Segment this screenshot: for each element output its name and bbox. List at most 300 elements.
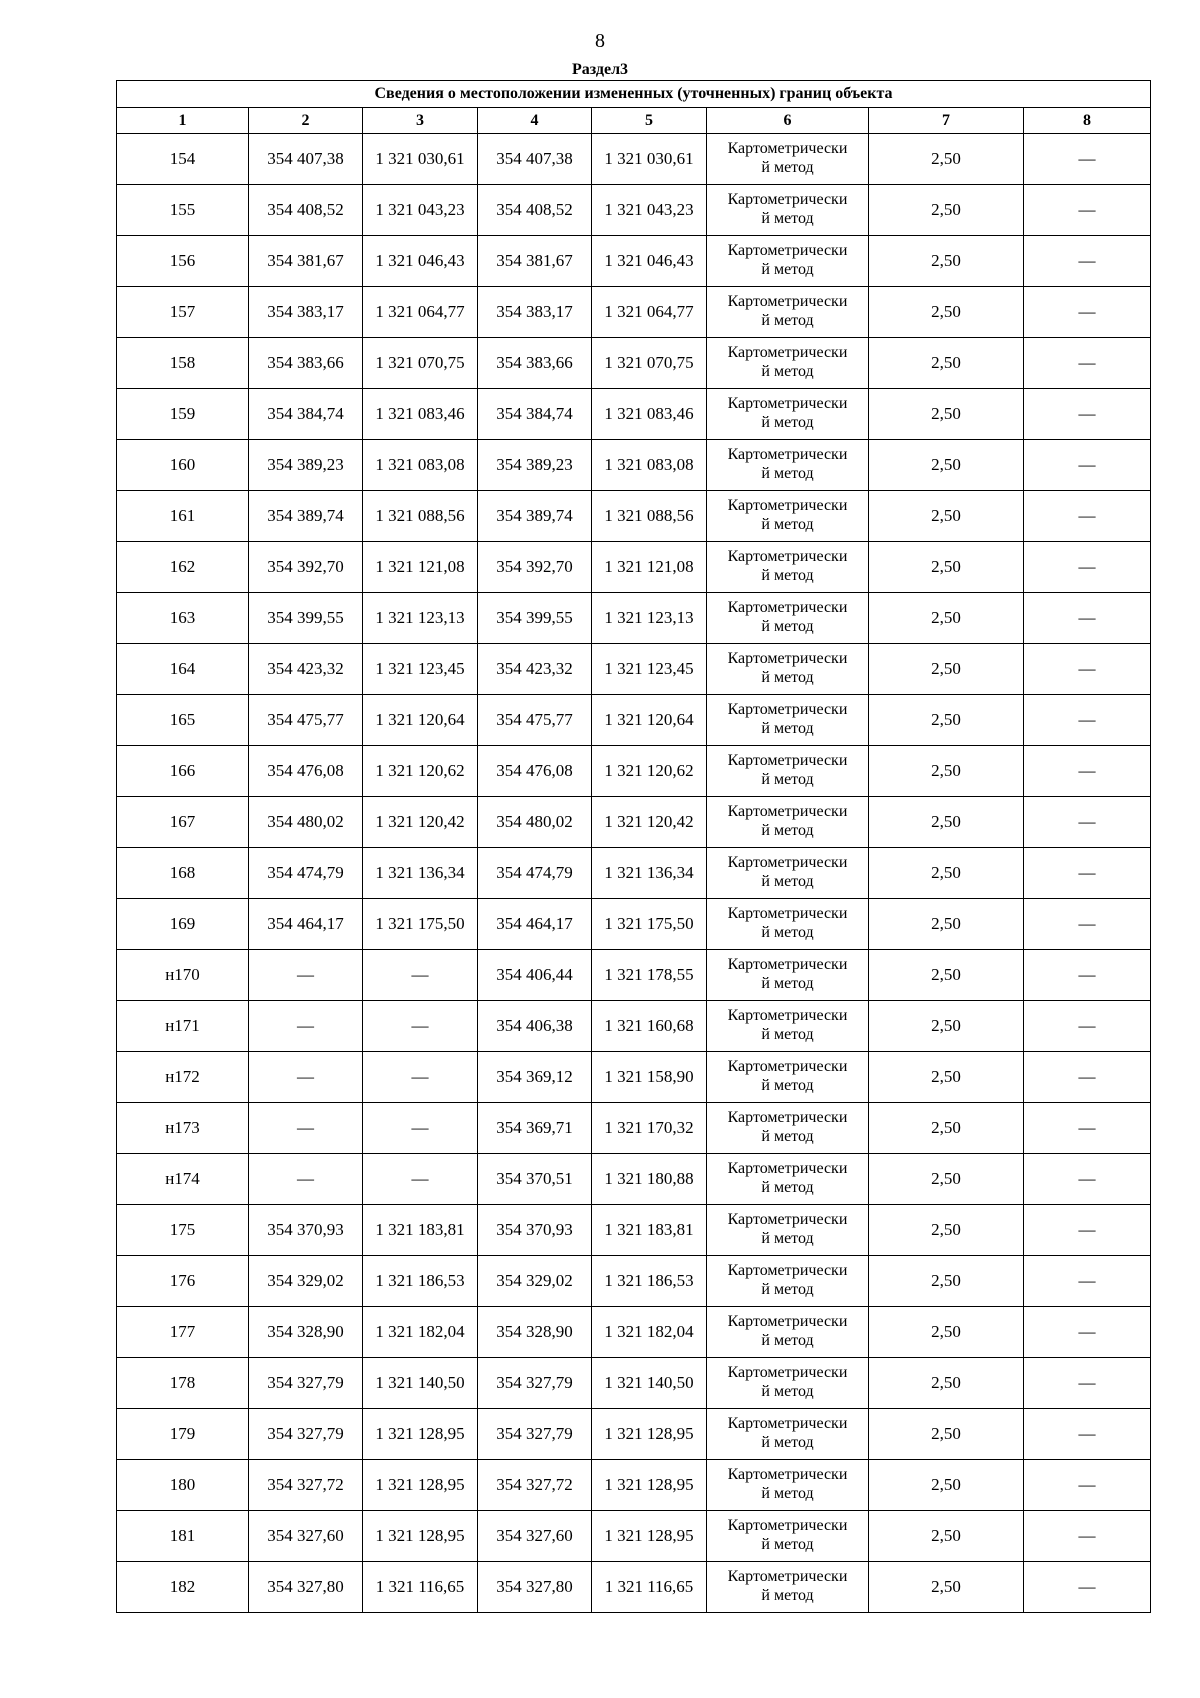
method-line: й метод	[761, 1485, 814, 1502]
cell-description: —	[1024, 899, 1151, 950]
cell-point-number: 166	[117, 746, 249, 797]
cell-point-number: 181	[117, 1511, 249, 1562]
cell-accuracy: 2,50	[869, 746, 1024, 797]
cell-new-y: 1 321 043,23	[592, 185, 707, 236]
cell-point-number: н173	[117, 1103, 249, 1154]
cell-point-number: 155	[117, 185, 249, 236]
method-line: й метод	[761, 1230, 814, 1247]
method-line: Картометрически	[727, 1466, 848, 1484]
cell-description: —	[1024, 1358, 1151, 1409]
cell-old-y: 1 321 182,04	[363, 1307, 478, 1358]
method-line: й метод	[761, 1026, 814, 1043]
cell-old-y: 1 321 123,45	[363, 644, 478, 695]
cell-point-number: 161	[117, 491, 249, 542]
cell-point-number: 177	[117, 1307, 249, 1358]
method-line: й метод	[761, 363, 814, 380]
cell-accuracy: 2,50	[869, 542, 1024, 593]
cell-point-number: 178	[117, 1358, 249, 1409]
cell-description: —	[1024, 950, 1151, 1001]
cell-description: —	[1024, 1256, 1151, 1307]
cell-point-number: 154	[117, 134, 249, 185]
column-header: 4	[478, 108, 592, 134]
cell-accuracy: 2,50	[869, 1511, 1024, 1562]
cell-method	[707, 899, 869, 950]
cell-point-number: 164	[117, 644, 249, 695]
column-header: 2	[249, 108, 363, 134]
cell-description: —	[1024, 848, 1151, 899]
cell-old-x: —	[249, 1154, 363, 1205]
cell-point-number: 165	[117, 695, 249, 746]
cell-new-y: 1 321 121,08	[592, 542, 707, 593]
cell-new-x: 354 327,80	[478, 1562, 592, 1613]
page-number: 8	[595, 30, 605, 52]
boundary-coordinates-table	[116, 80, 1151, 1613]
cell-accuracy: 2,50	[869, 1409, 1024, 1460]
cell-description: —	[1024, 542, 1151, 593]
method-line: й метод	[761, 669, 814, 686]
cell-old-y: 1 321 030,61	[363, 134, 478, 185]
cell-new-x: 354 383,17	[478, 287, 592, 338]
cell-old-y: 1 321 083,46	[363, 389, 478, 440]
cell-new-y: 1 321 064,77	[592, 287, 707, 338]
cell-method	[707, 236, 869, 287]
cell-new-x: 354 407,38	[478, 134, 592, 185]
cell-old-y: 1 321 136,34	[363, 848, 478, 899]
method-line: Картометрически	[727, 650, 848, 668]
cell-old-x: 354 384,74	[249, 389, 363, 440]
cell-new-y: 1 321 030,61	[592, 134, 707, 185]
cell-point-number: 160	[117, 440, 249, 491]
cell-method	[707, 1103, 869, 1154]
method-line: й метод	[761, 567, 814, 584]
table-row	[117, 848, 1151, 899]
cell-method	[707, 1358, 869, 1409]
cell-method	[707, 491, 869, 542]
cell-accuracy: 2,50	[869, 1460, 1024, 1511]
cell-new-x: 354 389,23	[478, 440, 592, 491]
cell-method	[707, 644, 869, 695]
cell-old-y: 1 321 120,42	[363, 797, 478, 848]
cell-description: —	[1024, 338, 1151, 389]
cell-new-y: 1 321 158,90	[592, 1052, 707, 1103]
column-header: 1	[117, 108, 249, 134]
cell-description: —	[1024, 644, 1151, 695]
cell-new-y: 1 321 140,50	[592, 1358, 707, 1409]
cell-description: —	[1024, 440, 1151, 491]
cell-method	[707, 1460, 869, 1511]
method-line: Картометрически	[727, 599, 848, 617]
method-line: й метод	[761, 924, 814, 941]
cell-new-x: 354 389,74	[478, 491, 592, 542]
cell-new-y: 1 321 046,43	[592, 236, 707, 287]
cell-old-y: —	[363, 1103, 478, 1154]
cell-old-y: —	[363, 1052, 478, 1103]
cell-old-y: 1 321 183,81	[363, 1205, 478, 1256]
table-row	[117, 338, 1151, 389]
method-line: Картометрически	[727, 956, 848, 974]
cell-new-y: 1 321 070,75	[592, 338, 707, 389]
cell-method	[707, 1001, 869, 1052]
column-header: 7	[869, 108, 1024, 134]
table-row	[117, 1409, 1151, 1460]
method-line: Картометрически	[727, 1007, 848, 1025]
cell-accuracy: 2,50	[869, 389, 1024, 440]
cell-new-x: 354 475,77	[478, 695, 592, 746]
cell-old-x: 354 329,02	[249, 1256, 363, 1307]
table-row	[117, 1256, 1151, 1307]
table-row	[117, 1358, 1151, 1409]
table-row	[117, 899, 1151, 950]
table-row	[117, 1052, 1151, 1103]
cell-new-y: 1 321 083,46	[592, 389, 707, 440]
cell-old-x: 354 392,70	[249, 542, 363, 593]
table-row	[117, 542, 1151, 593]
cell-new-x: 354 328,90	[478, 1307, 592, 1358]
method-line: й метод	[761, 873, 814, 890]
method-line: Картометрически	[727, 497, 848, 515]
column-header-row	[117, 108, 1151, 134]
method-line: Картометрически	[727, 191, 848, 209]
cell-old-x: —	[249, 1052, 363, 1103]
cell-new-y: 1 321 160,68	[592, 1001, 707, 1052]
cell-point-number: 169	[117, 899, 249, 950]
cell-method	[707, 797, 869, 848]
cell-old-x: 354 383,17	[249, 287, 363, 338]
cell-old-y: 1 321 120,62	[363, 746, 478, 797]
method-line: Картометрически	[727, 242, 848, 260]
cell-old-x: 354 476,08	[249, 746, 363, 797]
cell-accuracy: 2,50	[869, 1358, 1024, 1409]
cell-new-y: 1 321 123,45	[592, 644, 707, 695]
cell-new-x: 354 408,52	[478, 185, 592, 236]
cell-old-x: 354 327,79	[249, 1409, 363, 1460]
cell-description: —	[1024, 746, 1151, 797]
cell-method	[707, 950, 869, 1001]
method-line: й метод	[761, 1587, 814, 1604]
cell-description: —	[1024, 797, 1151, 848]
cell-accuracy: 2,50	[869, 338, 1024, 389]
cell-description: —	[1024, 1052, 1151, 1103]
method-line: Картометрически	[727, 905, 848, 923]
cell-old-y: 1 321 064,77	[363, 287, 478, 338]
cell-new-y: 1 321 186,53	[592, 1256, 707, 1307]
cell-old-y: 1 321 116,65	[363, 1562, 478, 1613]
method-line: Картометрически	[727, 1109, 848, 1127]
cell-description: —	[1024, 1511, 1151, 1562]
cell-description: —	[1024, 1562, 1151, 1613]
cell-method	[707, 848, 869, 899]
method-line: й метод	[761, 1434, 814, 1451]
cell-new-x: 354 329,02	[478, 1256, 592, 1307]
method-line: й метод	[761, 414, 814, 431]
method-line: й метод	[761, 1536, 814, 1553]
cell-method	[707, 1205, 869, 1256]
cell-description: —	[1024, 1460, 1151, 1511]
table-row	[117, 746, 1151, 797]
cell-accuracy: 2,50	[869, 1205, 1024, 1256]
cell-new-x: 354 406,44	[478, 950, 592, 1001]
cell-new-y: 1 321 182,04	[592, 1307, 707, 1358]
cell-old-y: —	[363, 1001, 478, 1052]
method-line: Картометрически	[727, 803, 848, 821]
cell-new-x: 354 327,79	[478, 1358, 592, 1409]
cell-old-x: 354 423,32	[249, 644, 363, 695]
cell-method	[707, 593, 869, 644]
cell-accuracy: 2,50	[869, 1256, 1024, 1307]
table-row	[117, 797, 1151, 848]
method-line: Картометрически	[727, 1058, 848, 1076]
method-line: Картометрически	[727, 344, 848, 362]
cell-new-y: 1 321 120,64	[592, 695, 707, 746]
table-row	[117, 1103, 1151, 1154]
method-line: й метод	[761, 1128, 814, 1145]
cell-point-number: 182	[117, 1562, 249, 1613]
table-row	[117, 185, 1151, 236]
cell-old-x: 354 475,77	[249, 695, 363, 746]
cell-description: —	[1024, 1001, 1151, 1052]
cell-accuracy: 2,50	[869, 1001, 1024, 1052]
method-line: й метод	[761, 516, 814, 533]
section-title: Раздел3	[571, 61, 629, 78]
cell-old-y: 1 321 175,50	[363, 899, 478, 950]
table-row	[117, 236, 1151, 287]
cell-accuracy: 2,50	[869, 287, 1024, 338]
cell-method	[707, 1052, 869, 1103]
cell-description: —	[1024, 1103, 1151, 1154]
cell-new-y: 1 321 088,56	[592, 491, 707, 542]
cell-old-y: 1 321 083,08	[363, 440, 478, 491]
cell-point-number: 176	[117, 1256, 249, 1307]
cell-accuracy: 2,50	[869, 797, 1024, 848]
cell-method	[707, 1409, 869, 1460]
table-body	[117, 134, 1151, 1613]
cell-new-y: 1 321 083,08	[592, 440, 707, 491]
method-line: Картометрически	[727, 1160, 848, 1178]
cell-old-x: 354 381,67	[249, 236, 363, 287]
column-header: 8	[1024, 108, 1151, 134]
cell-method	[707, 1256, 869, 1307]
table-row	[117, 1154, 1151, 1205]
cell-old-x: 354 464,17	[249, 899, 363, 950]
cell-accuracy: 2,50	[869, 1562, 1024, 1613]
cell-new-x: 354 464,17	[478, 899, 592, 950]
cell-old-x: 354 370,93	[249, 1205, 363, 1256]
method-line: Картометрически	[727, 1313, 848, 1331]
cell-method	[707, 440, 869, 491]
cell-old-x: 354 407,38	[249, 134, 363, 185]
cell-old-y: 1 321 121,08	[363, 542, 478, 593]
cell-old-x: 354 480,02	[249, 797, 363, 848]
cell-new-y: 1 321 123,13	[592, 593, 707, 644]
cell-method	[707, 542, 869, 593]
table-row	[117, 950, 1151, 1001]
cell-point-number: 180	[117, 1460, 249, 1511]
cell-new-x: 354 480,02	[478, 797, 592, 848]
cell-description: —	[1024, 1205, 1151, 1256]
method-line: й метод	[761, 771, 814, 788]
cell-new-x: 354 381,67	[478, 236, 592, 287]
cell-new-x: 354 327,79	[478, 1409, 592, 1460]
cell-description: —	[1024, 389, 1151, 440]
cell-description: —	[1024, 491, 1151, 542]
cell-new-y: 1 321 120,42	[592, 797, 707, 848]
cell-point-number: 179	[117, 1409, 249, 1460]
cell-description: —	[1024, 593, 1151, 644]
cell-old-y: 1 321 046,43	[363, 236, 478, 287]
table-row	[117, 1001, 1151, 1052]
method-line: й метод	[761, 210, 814, 227]
table-row	[117, 1205, 1151, 1256]
cell-accuracy: 2,50	[869, 695, 1024, 746]
cell-method	[707, 1154, 869, 1205]
cell-accuracy: 2,50	[869, 848, 1024, 899]
cell-accuracy: 2,50	[869, 134, 1024, 185]
cell-point-number: 159	[117, 389, 249, 440]
cell-new-x: 354 392,70	[478, 542, 592, 593]
method-line: й метод	[761, 975, 814, 992]
cell-old-y: 1 321 088,56	[363, 491, 478, 542]
cell-method	[707, 287, 869, 338]
cell-new-x: 354 476,08	[478, 746, 592, 797]
cell-new-y: 1 321 183,81	[592, 1205, 707, 1256]
method-line: Картометрически	[727, 446, 848, 464]
method-line: Картометрически	[727, 293, 848, 311]
cell-new-x: 354 369,12	[478, 1052, 592, 1103]
cell-new-x: 354 423,32	[478, 644, 592, 695]
cell-new-y: 1 321 170,32	[592, 1103, 707, 1154]
cell-new-x: 354 370,51	[478, 1154, 592, 1205]
table-row	[117, 1460, 1151, 1511]
cell-new-y: 1 321 128,95	[592, 1460, 707, 1511]
cell-point-number: н170	[117, 950, 249, 1001]
cell-accuracy: 2,50	[869, 1154, 1024, 1205]
cell-old-x: 354 474,79	[249, 848, 363, 899]
method-line: й метод	[761, 312, 814, 329]
cell-old-x: 354 408,52	[249, 185, 363, 236]
method-line: Картометрически	[727, 1364, 848, 1382]
method-line: й метод	[761, 720, 814, 737]
cell-point-number: н174	[117, 1154, 249, 1205]
cell-point-number: н171	[117, 1001, 249, 1052]
cell-new-x: 354 399,55	[478, 593, 592, 644]
cell-point-number: 167	[117, 797, 249, 848]
cell-old-x: 354 327,79	[249, 1358, 363, 1409]
cell-old-x: 354 389,23	[249, 440, 363, 491]
cell-description: —	[1024, 695, 1151, 746]
method-line: Картометрически	[727, 1517, 848, 1535]
method-line: Картометрически	[727, 395, 848, 413]
method-line: й метод	[761, 465, 814, 482]
cell-new-y: 1 321 180,88	[592, 1154, 707, 1205]
cell-new-x: 354 474,79	[478, 848, 592, 899]
table-row	[117, 695, 1151, 746]
cell-new-x: 354 370,93	[478, 1205, 592, 1256]
cell-description: —	[1024, 1154, 1151, 1205]
column-header: 6	[707, 108, 869, 134]
table-row	[117, 1511, 1151, 1562]
cell-old-y: 1 321 128,95	[363, 1460, 478, 1511]
cell-method	[707, 134, 869, 185]
cell-old-y: —	[363, 950, 478, 1001]
cell-new-x: 354 383,66	[478, 338, 592, 389]
method-line: Картометрически	[727, 854, 848, 872]
table-row	[117, 389, 1151, 440]
table-row	[117, 440, 1151, 491]
table-row	[117, 491, 1151, 542]
cell-old-y: 1 321 128,95	[363, 1409, 478, 1460]
cell-new-x: 354 406,38	[478, 1001, 592, 1052]
method-line: Картометрически	[727, 548, 848, 566]
column-header: 3	[363, 108, 478, 134]
cell-point-number: н172	[117, 1052, 249, 1103]
cell-accuracy: 2,50	[869, 491, 1024, 542]
cell-description: —	[1024, 1409, 1151, 1460]
table-caption-row	[117, 81, 1151, 108]
cell-new-y: 1 321 128,95	[592, 1409, 707, 1460]
cell-point-number: 158	[117, 338, 249, 389]
method-line: Картометрически	[727, 752, 848, 770]
method-line: Картометрически	[727, 140, 848, 158]
method-line: й метод	[761, 159, 814, 176]
cell-accuracy: 2,50	[869, 1052, 1024, 1103]
cell-description: —	[1024, 134, 1151, 185]
cell-old-x: 354 327,72	[249, 1460, 363, 1511]
method-line: й метод	[761, 1383, 814, 1400]
cell-accuracy: 2,50	[869, 185, 1024, 236]
cell-old-x: 354 327,80	[249, 1562, 363, 1613]
cell-old-x: —	[249, 950, 363, 1001]
table-row	[117, 287, 1151, 338]
method-line: Картометрически	[727, 1262, 848, 1280]
cell-old-x: 354 389,74	[249, 491, 363, 542]
cell-point-number: 162	[117, 542, 249, 593]
cell-accuracy: 2,50	[869, 1307, 1024, 1358]
cell-old-x: 354 328,90	[249, 1307, 363, 1358]
cell-accuracy: 2,50	[869, 440, 1024, 491]
table-caption: Сведения о местоположении измененных (уточненных) границ объекта	[117, 81, 1151, 108]
table-row	[117, 1562, 1151, 1613]
cell-old-y: 1 321 123,13	[363, 593, 478, 644]
cell-accuracy: 2,50	[869, 1103, 1024, 1154]
cell-accuracy: 2,50	[869, 899, 1024, 950]
cell-point-number: 168	[117, 848, 249, 899]
cell-method	[707, 185, 869, 236]
cell-new-x: 354 384,74	[478, 389, 592, 440]
method-line: й метод	[761, 1077, 814, 1094]
method-line: й метод	[761, 1332, 814, 1349]
method-line: й метод	[761, 1179, 814, 1196]
cell-new-y: 1 321 178,55	[592, 950, 707, 1001]
column-header: 5	[592, 108, 707, 134]
cell-old-y: —	[363, 1154, 478, 1205]
cell-new-y: 1 321 175,50	[592, 899, 707, 950]
cell-new-y: 1 321 128,95	[592, 1511, 707, 1562]
cell-method	[707, 1562, 869, 1613]
cell-old-y: 1 321 186,53	[363, 1256, 478, 1307]
cell-description: —	[1024, 1307, 1151, 1358]
cell-old-x: —	[249, 1001, 363, 1052]
table-row	[117, 134, 1151, 185]
cell-method	[707, 389, 869, 440]
method-line: Картометрически	[727, 1415, 848, 1433]
cell-new-x: 354 327,72	[478, 1460, 592, 1511]
method-line: й метод	[761, 618, 814, 635]
cell-old-y: 1 321 140,50	[363, 1358, 478, 1409]
cell-method	[707, 1307, 869, 1358]
cell-new-y: 1 321 136,34	[592, 848, 707, 899]
cell-old-x: 354 327,60	[249, 1511, 363, 1562]
cell-point-number: 163	[117, 593, 249, 644]
